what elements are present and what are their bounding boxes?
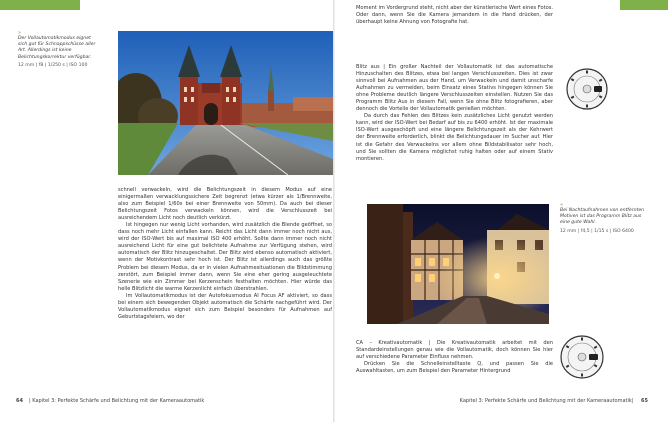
paragraph: CA – Kreativautomatik | Die Kreativautomatik arbeitet mit den Standardeinstellungen genau wie die Vollautomatik, doch können Sie hier auf verschiedene Parameter Einfluss nehmen. bbox=[356, 340, 553, 361]
paragraph: Blitz aus | Ein großer Nachteil der Vollautomatik ist das automatische Hinzuschalten des Blitzes, etwa bei langen Verschlusszeiten. Dies ist zwar sinnvoll bei Aufnahmen aus der Hand, um Verwackeln und damit unscharfe Aufnahmen zu vermeiden, beim Einsatz eines Stativs hingegen können Sie ohne Probleme deutlich längere Verschlusszeiten einstellen. Nutzen Sie das Programm Blitz Aus in diesem Fall, wenn Sie ohne Blitz fotografieren, aber dennoch die Vorteile der Vollautomatik genießen möchten. bbox=[356, 64, 553, 113]
right-top-text bbox=[356, 5, 553, 26]
paragraph: schnell verwackeln, wird die Belichtungszeit in diesem Modus auf eine einigermaßen verwacklungssichere Zeit begrenzt (etwa kürzer als 1/Brennweite, also zum Beispiel 1/60s bei einer Brennweite von 50mm). Da auch bei dieser Belichtungszeit Fotos verwackeln können, wird die Verschlusszeit bei ausreichendem Licht noch deutlich verkürzt. bbox=[118, 187, 332, 222]
left-page bbox=[0, 0, 333, 422]
running-head: Kapitel 3: Perfekte Schärfe und Belichtung mit der Kameraautomatik bbox=[459, 398, 632, 404]
paragraph: Drücken Sie die Schnelleinstelltaste Q, und passen Sie die Auswahltasten, um zum Beispiel den Parameter Hintergrund bbox=[356, 361, 553, 375]
paragraph: Moment im Vordergrund steht, nicht aber der künstlerische Wert eines Fotos. Oder dann, wenn Sie die Kamera jemandem in die Hand drücken, der überhaupt keine Ahnung von Fotografie hat. bbox=[356, 5, 553, 26]
holstentor-photo bbox=[118, 31, 333, 175]
flash-off-section bbox=[356, 64, 553, 163]
caption-exif: 12 mm | f4,5 | 1/15 s | ISO 6400 bbox=[560, 228, 634, 234]
left-body-text bbox=[118, 187, 332, 321]
left-photo-caption bbox=[18, 30, 98, 69]
night-street-photo bbox=[367, 204, 549, 324]
page-number: 64 bbox=[16, 398, 23, 404]
paragraph: Da durch das Fehlen des Blitzes kein zusätzliches Licht genutzt werden kann, wird der ISO-Wert bei Bedarf auf bis zu 6400 erhöht. Ist der maximale ISO-Wert ausgeschöpft und eine längere Belichtungszeit als der Kehrwert der Brennweite erforderlich, blinkt die Belichtungsdauer im Sucher auf. Hier ist die Gefahr des Verwackelns vor allem ohne Bildstabilisator sehr hoch, und Sie sollten die Kamera möglichst ruhig halten oder auf einem Stativ montieren. bbox=[356, 113, 553, 162]
running-head: Kapitel 3: Perfekte Schärfe und Belichtung mit der Kameraautomatik bbox=[32, 398, 205, 404]
caption-marker: » bbox=[18, 30, 22, 36]
caption-exif: 12 mm | f8 | 1/250 s | ISO 100 bbox=[18, 62, 88, 68]
caption-marker: « bbox=[560, 202, 564, 208]
paragraph: Im Vollautomatikmodus ist der Autofokusmodus AI Focus AF aktiviert, so dass bei einem sich bewegenden Objekt automatisch die Schärfe nachgeführt wird. Der Vollautomatikmodus eignet sich zum Beispiel besonders für Aufnahmen auf Geburtstagsfeiern, wo der bbox=[118, 292, 332, 320]
caption-text: Bei Nachtaufnahmen von entfernten Motiven ist das Programm Blitz aus eine gute Wahl. bbox=[560, 208, 645, 226]
right-folio: Kapitel 3: Perfekte Schärfe und Belichtung mit der Kameraautomatik| 65 bbox=[459, 398, 648, 404]
creative-auto-section bbox=[356, 340, 553, 375]
right-chapter-tab bbox=[620, 0, 668, 10]
right-photo-caption bbox=[560, 202, 648, 235]
mode-dial-icon bbox=[565, 67, 609, 115]
right-page bbox=[335, 0, 668, 422]
page-number: 65 bbox=[641, 398, 648, 404]
mode-dial-icon bbox=[559, 334, 605, 384]
caption-text: Der Vollautomatikmodus eignet sich gut für Schnappschüsse aller Art. Allerdings ist keine Belichtungskorrektur verfügbar. bbox=[18, 36, 96, 60]
left-folio: 64 | Kapitel 3: Perfekte Schärfe und Belichtung mit der Kameraautomatik bbox=[16, 398, 205, 404]
left-chapter-tab bbox=[0, 0, 80, 10]
paragraph: Ist hingegen nur wenig Licht vorhanden, wird zusätzlich die Blende geöffnet, so dass noch mehr Licht einfallen kann. Reicht das Licht dann immer noch nicht aus, wird der ISO-Wert bis auf maximal ISO 400 erhöht. Sollte dann immer noch nicht ausreichend Licht für eine gut belichtete Aufnahme zur Verfügung stehen, wird automatisch der Blitz hinzugeschaltet. Der Blitz wird ebenso automatisch aktiviert, wenn der Motivkontrast sehr hoch ist. Der Blitz ist allerdings auch das größte Problem bei diesem Modus, da er in vielen Aufnahmesituationen die Bildstimmung zerstört, zum Beispiel immer dann, wenn Sie eine eher gering ausgeleuchtete Szenerie wie ein Zimmer bei Kerzenschein festhalten möchten. Hier würde das helle Blitzlicht die warme Kerzenlicht einfach überstrahlen. bbox=[118, 222, 332, 292]
